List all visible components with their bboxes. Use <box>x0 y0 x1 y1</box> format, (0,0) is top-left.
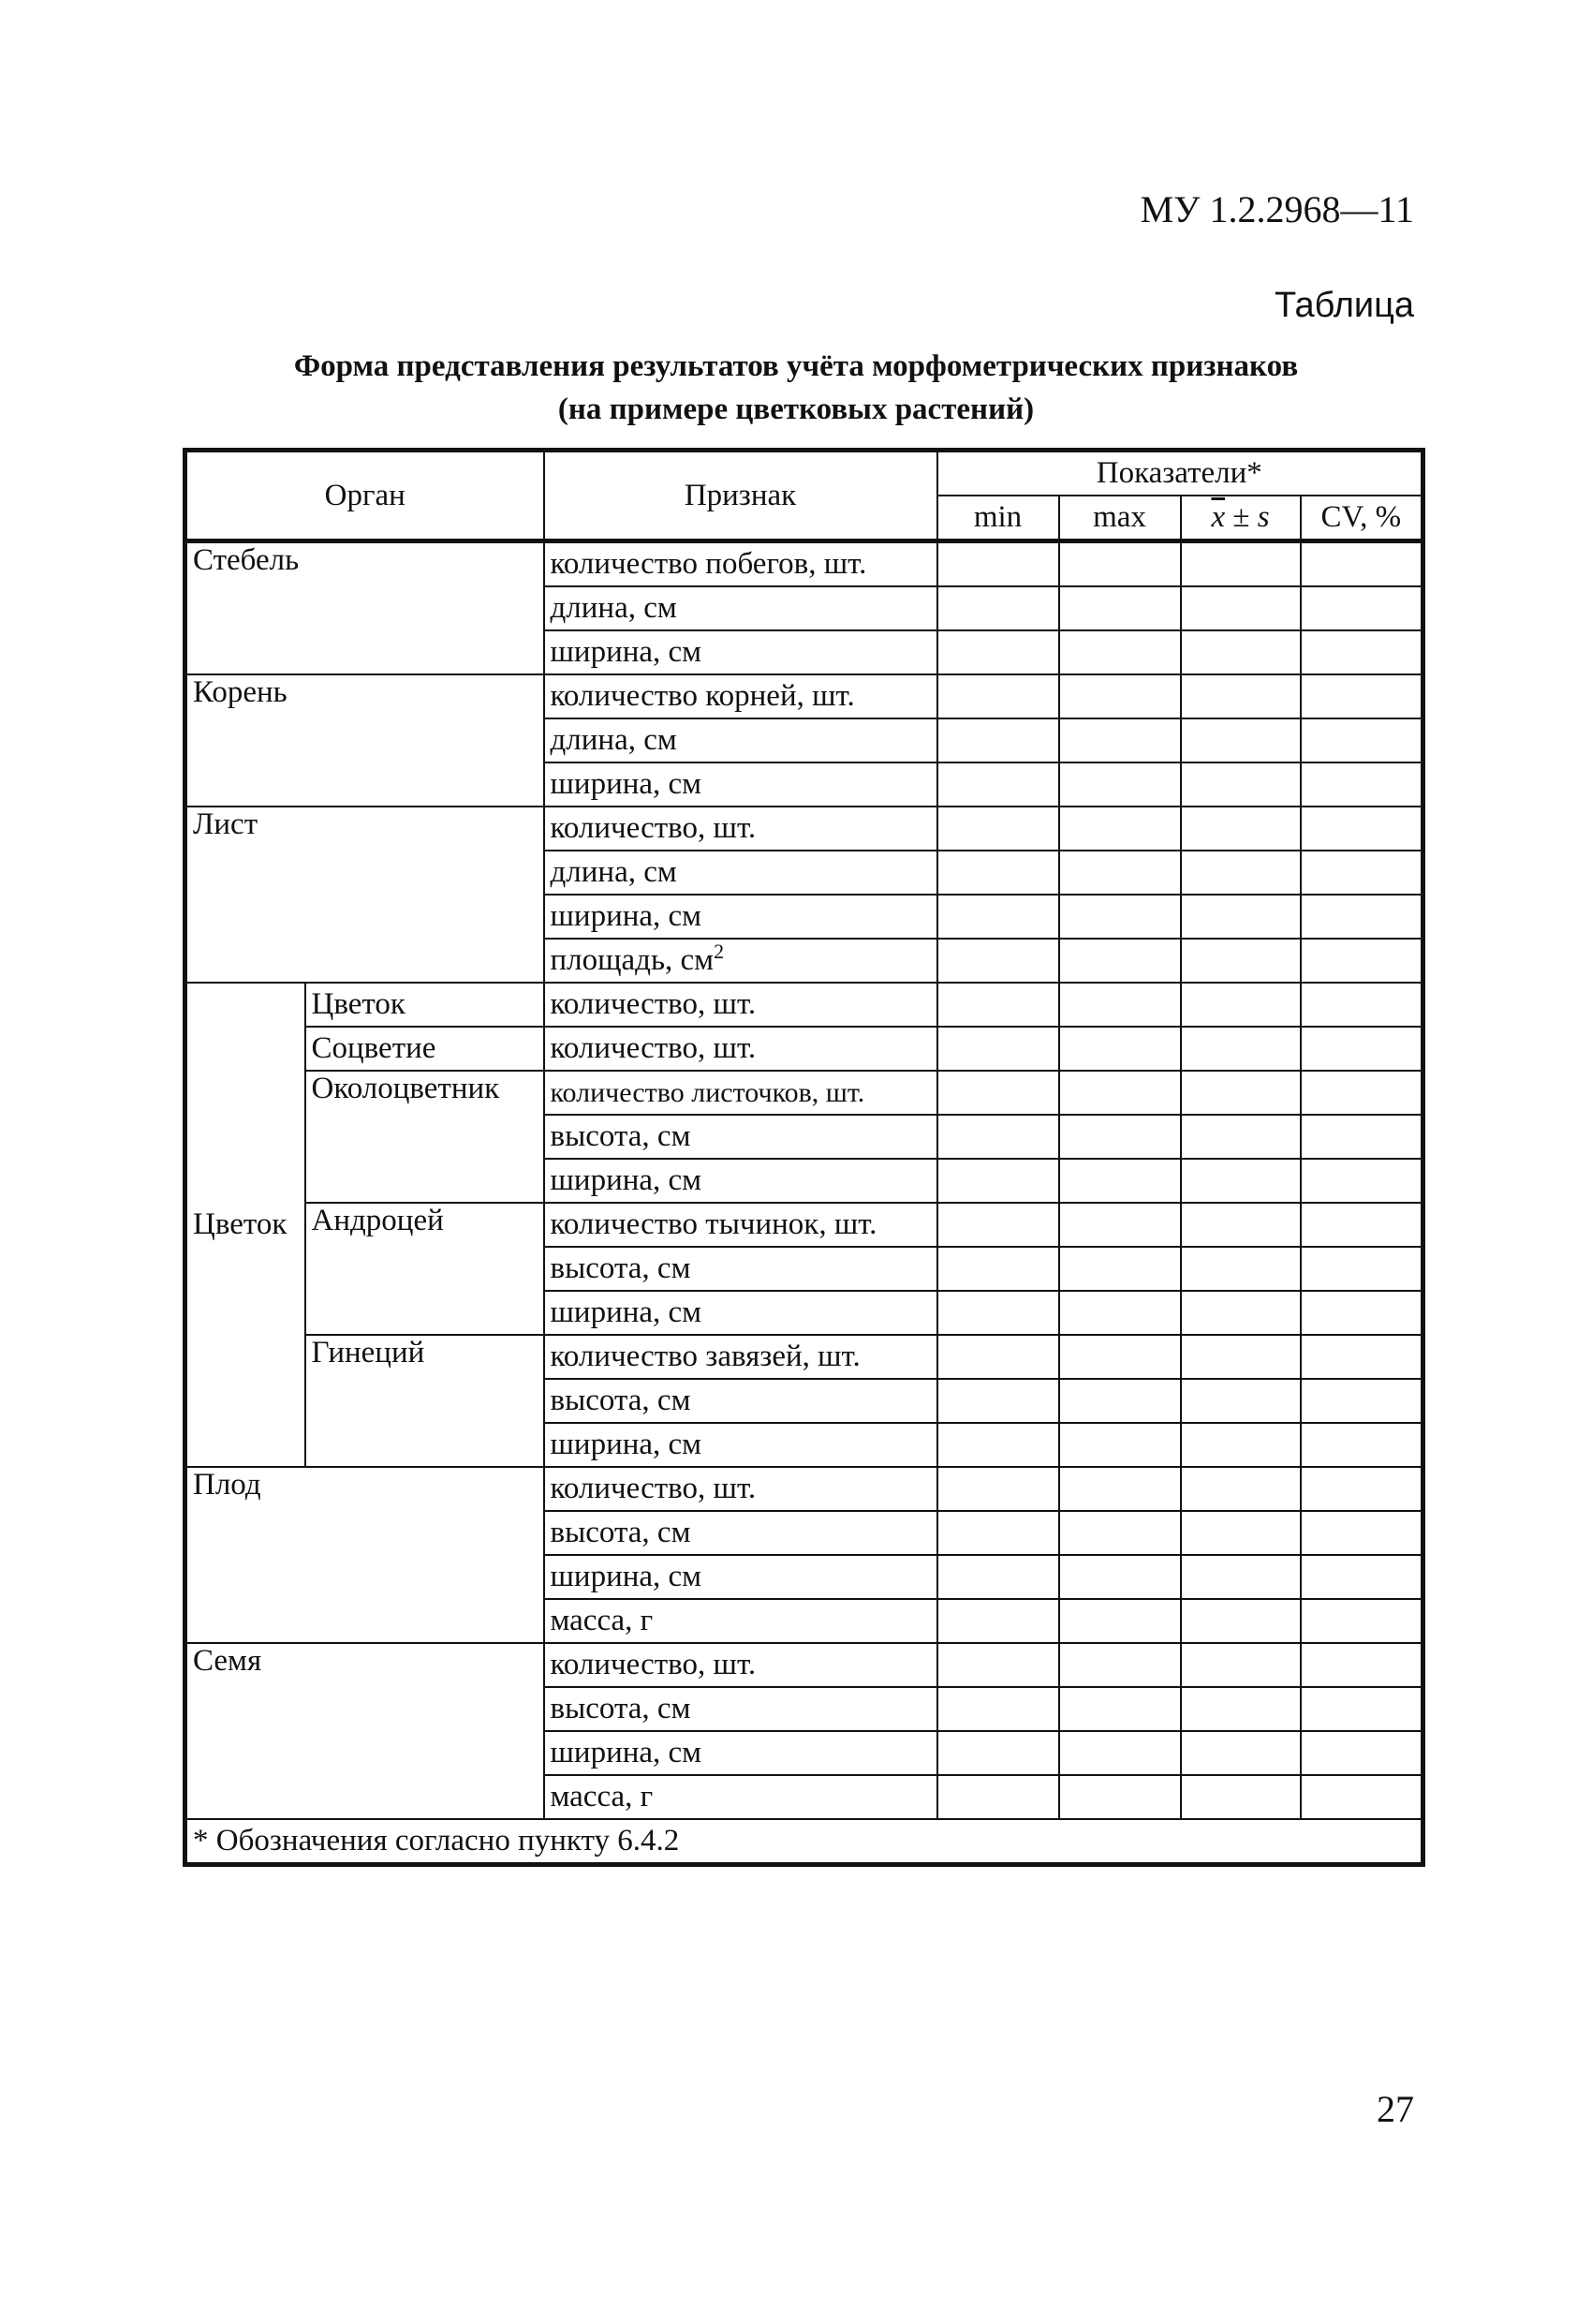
value-cell <box>1181 1643 1301 1687</box>
document-code: МУ 1.2.2968—11 <box>1140 188 1414 230</box>
value-cell <box>1301 1731 1423 1775</box>
value-cell <box>937 1643 1059 1687</box>
value-cell <box>937 1027 1059 1071</box>
table-row <box>185 1071 1423 1115</box>
value-cell <box>1059 1511 1181 1555</box>
value-cell <box>1059 1775 1181 1819</box>
value-cell <box>1301 851 1423 895</box>
table-row <box>185 541 1423 587</box>
feature-cell: длина, см <box>544 586 937 630</box>
leaf-area-superscript: 2 <box>714 940 725 963</box>
plus-minus-symbol: ± <box>1225 500 1258 534</box>
feature-cell: высота, см <box>544 1511 937 1555</box>
value-cell <box>1301 1071 1423 1115</box>
value-cell <box>1181 674 1301 718</box>
value-cell <box>1059 1423 1181 1467</box>
feature-cell: количество корней, шт. <box>544 674 937 718</box>
value-cell <box>1059 1555 1181 1599</box>
value-cell <box>937 983 1059 1027</box>
header-feature: Признак <box>544 451 937 541</box>
value-cell <box>1059 1247 1181 1291</box>
feature-cell: количество, шт. <box>544 1467 937 1511</box>
value-cell <box>937 1247 1059 1291</box>
organ-root: Корень <box>185 674 544 807</box>
feature-cell: количество, шт. <box>544 807 937 851</box>
feature-cell: ширина, см <box>544 1159 937 1203</box>
value-cell <box>1181 718 1301 762</box>
value-cell <box>1181 895 1301 939</box>
value-cell <box>937 807 1059 851</box>
value-cell <box>1059 1731 1181 1775</box>
value-cell <box>1181 1511 1301 1555</box>
value-cell <box>1181 939 1301 983</box>
flower-part-androecium: Андроцей <box>305 1203 544 1335</box>
value-cell <box>937 1775 1059 1819</box>
feature-cell: количество побегов, шт. <box>544 541 937 587</box>
value-cell <box>1301 1379 1423 1423</box>
organ-leaf: Лист <box>185 807 544 983</box>
value-cell <box>1301 718 1423 762</box>
feature-cell: длина, см <box>544 718 937 762</box>
value-cell <box>1181 1687 1301 1731</box>
value-cell <box>1301 1203 1423 1247</box>
feature-cell: длина, см <box>544 851 937 895</box>
header-min: min <box>937 496 1059 541</box>
value-cell <box>1181 1335 1301 1379</box>
feature-cell: количество тычинок, шт. <box>544 1203 937 1247</box>
value-cell <box>1059 630 1181 674</box>
value-cell <box>937 1687 1059 1731</box>
value-cell <box>1181 1599 1301 1643</box>
value-cell <box>1059 1379 1181 1423</box>
value-cell <box>1301 1511 1423 1555</box>
value-cell <box>1059 807 1181 851</box>
value-cell <box>1301 1555 1423 1599</box>
value-cell <box>1181 1203 1301 1247</box>
feature-cell: ширина, см <box>544 895 937 939</box>
value-cell <box>937 1423 1059 1467</box>
value-cell <box>937 1467 1059 1511</box>
value-cell <box>1181 1467 1301 1511</box>
feature-cell: высота, см <box>544 1115 937 1159</box>
value-cell <box>1301 1687 1423 1731</box>
table-row <box>185 807 1423 851</box>
feature-cell: ширина, см <box>544 630 937 674</box>
value-cell <box>1181 1115 1301 1159</box>
feature-cell: высота, см <box>544 1379 937 1423</box>
table-row <box>185 1203 1423 1247</box>
value-cell <box>937 1599 1059 1643</box>
value-cell <box>1181 1291 1301 1335</box>
value-cell <box>937 939 1059 983</box>
value-cell <box>1301 586 1423 630</box>
value-cell <box>1301 1467 1423 1511</box>
value-cell <box>937 1555 1059 1599</box>
value-cell <box>1059 1203 1181 1247</box>
table-header-row-1 <box>185 451 1423 496</box>
flower-part-flower: Цветок <box>305 983 544 1027</box>
value-cell <box>1181 1071 1301 1115</box>
value-cell <box>1059 1115 1181 1159</box>
feature-cell: ширина, см <box>544 1291 937 1335</box>
value-cell <box>937 1511 1059 1555</box>
feature-cell: количество завязей, шт. <box>544 1335 937 1379</box>
feature-cell: высота, см <box>544 1687 937 1731</box>
table-row <box>185 983 1423 1027</box>
value-cell <box>1059 1159 1181 1203</box>
value-cell <box>1181 541 1301 587</box>
value-cell <box>937 1071 1059 1115</box>
value-cell <box>1059 586 1181 630</box>
table-title-line-2: (на примере цветковых растений) <box>557 392 1035 426</box>
value-cell <box>937 1159 1059 1203</box>
table-row <box>185 1643 1423 1687</box>
value-cell <box>937 1335 1059 1379</box>
footnote-row <box>185 1819 1423 1865</box>
value-cell <box>937 541 1059 587</box>
feature-cell: масса, г <box>544 1775 937 1819</box>
feature-cell <box>544 939 937 983</box>
value-cell <box>1301 674 1423 718</box>
value-cell <box>1059 674 1181 718</box>
value-cell <box>937 895 1059 939</box>
header-max: max <box>1059 496 1181 541</box>
feature-cell: количество, шт. <box>544 1643 937 1687</box>
value-cell <box>937 1115 1059 1159</box>
flower-part-inflorescence: Соцветие <box>305 1027 544 1071</box>
value-cell <box>1301 807 1423 851</box>
value-cell <box>1059 983 1181 1027</box>
value-cell <box>1301 983 1423 1027</box>
page-number: 27 <box>1377 2088 1414 2130</box>
value-cell <box>937 1203 1059 1247</box>
value-cell <box>937 674 1059 718</box>
sd-symbol: s <box>1257 500 1270 534</box>
flower-part-gynoecium: Гинеций <box>305 1335 544 1467</box>
value-cell <box>1181 630 1301 674</box>
value-cell <box>1059 1599 1181 1643</box>
value-cell <box>1181 983 1301 1027</box>
feature-cell: ширина, см <box>544 1555 937 1599</box>
value-cell <box>1059 939 1181 983</box>
value-cell <box>1059 718 1181 762</box>
value-cell <box>1301 762 1423 807</box>
table-footnote: * Обозначения согласно пункту 6.4.2 <box>185 1819 1423 1865</box>
mean-x-symbol: $\overline{x}$ <box>1211 500 1226 534</box>
value-cell <box>1181 1247 1301 1291</box>
header-indicators: Показатели* <box>937 451 1423 496</box>
value-cell <box>1181 1731 1301 1775</box>
morphometric-form-table <box>183 448 1425 1867</box>
value-cell <box>1059 1643 1181 1687</box>
value-cell <box>1181 1775 1301 1819</box>
header-mean-sd <box>1181 496 1301 541</box>
value-cell <box>937 1731 1059 1775</box>
table-title <box>140 345 1452 431</box>
value-cell <box>1059 895 1181 939</box>
table-row <box>185 674 1423 718</box>
table-row <box>185 1335 1423 1379</box>
value-cell <box>1059 1467 1181 1511</box>
value-cell <box>1059 1335 1181 1379</box>
value-cell <box>1059 762 1181 807</box>
value-cell <box>1059 1071 1181 1115</box>
value-cell <box>1301 1159 1423 1203</box>
value-cell <box>1059 1687 1181 1731</box>
value-cell <box>1301 630 1423 674</box>
value-cell <box>937 586 1059 630</box>
value-cell <box>937 762 1059 807</box>
value-cell <box>1059 1027 1181 1071</box>
value-cell <box>1181 1555 1301 1599</box>
value-cell <box>1181 1379 1301 1423</box>
value-cell <box>1181 586 1301 630</box>
value-cell <box>937 1379 1059 1423</box>
value-cell <box>1181 1423 1301 1467</box>
organ-seed: Семя <box>185 1643 544 1819</box>
value-cell <box>1301 541 1423 587</box>
value-cell <box>1301 1115 1423 1159</box>
organ-stem: Стебель <box>185 541 544 675</box>
value-cell <box>1181 807 1301 851</box>
value-cell <box>1181 1159 1301 1203</box>
value-cell <box>1301 1643 1423 1687</box>
value-cell <box>1059 1291 1181 1335</box>
value-cell <box>1301 1423 1423 1467</box>
value-cell <box>937 851 1059 895</box>
value-cell <box>937 1291 1059 1335</box>
value-cell <box>937 630 1059 674</box>
value-cell <box>1181 1027 1301 1071</box>
organ-fruit: Плод <box>185 1467 544 1643</box>
table-title-line-1: Форма представления результатов учёта морфометрических признаков <box>293 349 1299 383</box>
feature-cell: ширина, см <box>544 1423 937 1467</box>
value-cell <box>1301 1027 1423 1071</box>
header-cv: CV, % <box>1301 496 1423 541</box>
value-cell <box>1181 762 1301 807</box>
flower-part-perianth: Околоцветник <box>305 1071 544 1203</box>
leaf-area-label: площадь, см <box>550 943 715 977</box>
header-organ: Орган <box>185 451 544 541</box>
value-cell <box>1301 1291 1423 1335</box>
value-cell <box>1301 939 1423 983</box>
table-label: Таблица <box>1275 286 1414 325</box>
value-cell <box>1301 1599 1423 1643</box>
feature-cell: высота, см <box>544 1247 937 1291</box>
table-row <box>185 1467 1423 1511</box>
feature-cell: масса, г <box>544 1599 937 1643</box>
value-cell <box>937 718 1059 762</box>
feature-cell: ширина, см <box>544 762 937 807</box>
value-cell <box>1301 895 1423 939</box>
organ-flower: Цветок <box>185 983 305 1467</box>
feature-cell: количество, шт. <box>544 983 937 1027</box>
feature-cell: количество, шт. <box>544 1027 937 1071</box>
value-cell <box>1059 541 1181 587</box>
feature-cell: ширина, см <box>544 1731 937 1775</box>
value-cell <box>1301 1775 1423 1819</box>
value-cell <box>1059 851 1181 895</box>
table-row <box>185 1027 1423 1071</box>
feature-cell: количество листочков, шт. <box>544 1071 937 1115</box>
value-cell <box>1181 851 1301 895</box>
value-cell <box>1301 1247 1423 1291</box>
value-cell <box>1301 1335 1423 1379</box>
